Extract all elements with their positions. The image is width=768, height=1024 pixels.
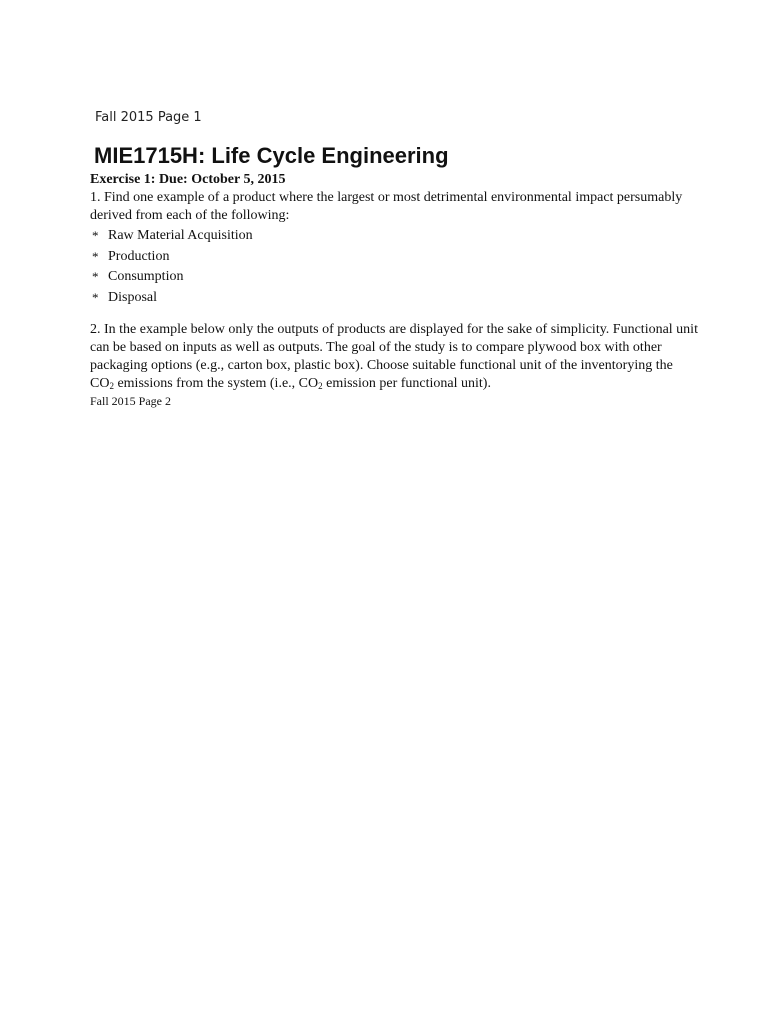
bullet-text: Raw Material Acquisition (108, 228, 253, 243)
list-item (90, 268, 700, 289)
document-title: MIE1715H: Life Cycle Engineering (94, 143, 449, 168)
page-label-bottom: Fall 2015 Page 2 (90, 394, 171, 408)
asterisk-bullet-icon: * (92, 289, 99, 305)
subscript-2: 2 (318, 381, 323, 391)
asterisk-bullet-icon: * (92, 248, 99, 264)
question-2-part-1: 2. In the example below only the outputs of products are displayed for the sake of simplicity. Functional unit can be based on inputs as well as outputs. The goal of the study is to compare plywood box with other packaging options (e.g., carton box, plastic box). Choose suitable functional unit of the inventorying the CO (90, 322, 698, 391)
bullet-text: Disposal (108, 289, 157, 305)
page-label-top: Fall 2015 Page 1 (95, 110, 202, 125)
question-1-text: 1. Find one example of a product where the largest or most detrimental environmental impact persumably derived from each of the following: (90, 190, 683, 223)
question-2-part-2: emissions from the system (i.e., CO (113, 376, 319, 391)
bullet-list (90, 227, 700, 309)
bullet-text: Consumption (108, 269, 184, 284)
bullet-text: Production (108, 248, 170, 264)
list-item (90, 289, 700, 310)
subscript-2: 2 (109, 381, 114, 391)
exercise-heading: Exercise 1: Due: October 5, 2015 (90, 172, 286, 187)
list-item (90, 227, 700, 248)
question-2-text (90, 321, 700, 393)
list-item (90, 248, 700, 269)
asterisk-bullet-icon: * (92, 269, 99, 284)
question-2-part-3: emission per functional unit). (322, 376, 491, 391)
document-body (90, 171, 700, 409)
asterisk-bullet-icon: * (92, 228, 99, 243)
